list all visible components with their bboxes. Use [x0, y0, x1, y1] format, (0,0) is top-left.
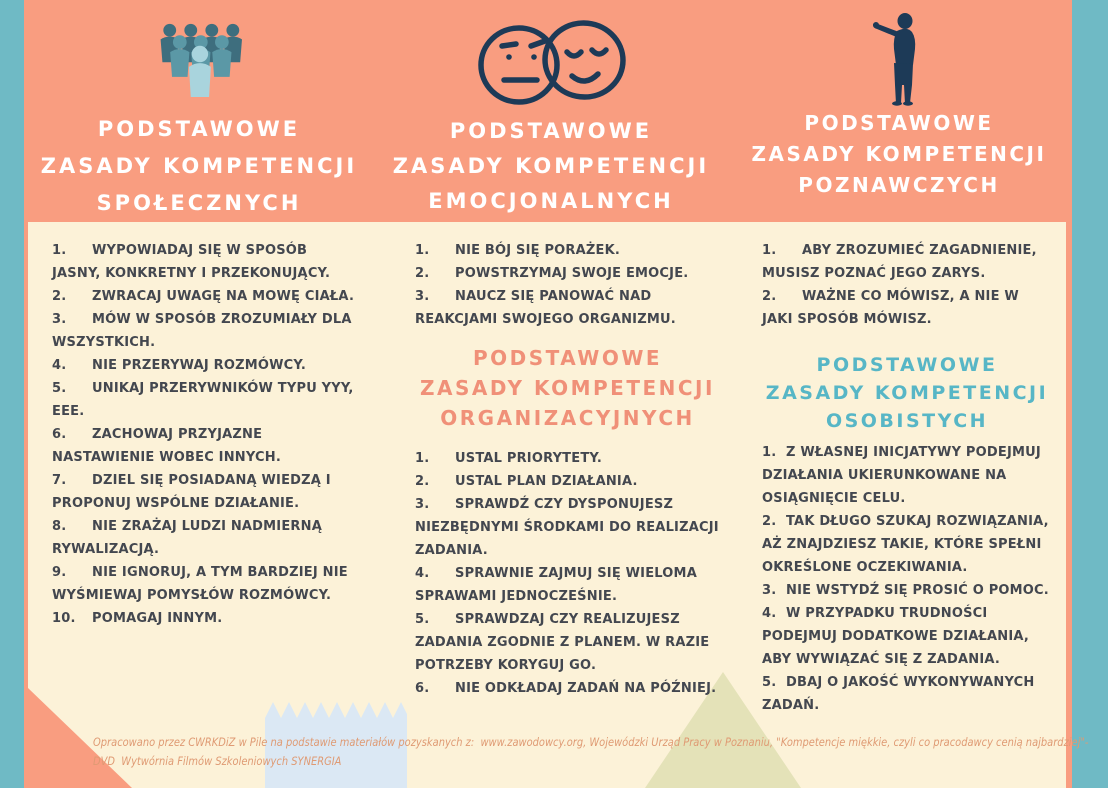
item-text: ZACHOWAJ PRZYJAZNE NASTAWIENIE WOBEC INNYCH.	[52, 427, 281, 465]
header-column-cognitive	[732, 0, 1066, 222]
list-item	[415, 239, 720, 262]
list-item	[762, 441, 1052, 510]
item-text: DBAJ O JAKOŚĆ WYKONYWANYCH ZADAŃ.	[762, 675, 1035, 713]
item-text: USTAL PLAN DZIAŁANIA.	[455, 474, 638, 489]
content-columns	[28, 222, 1089, 788]
item-text: TAK DŁUGO SZUKAJ ROZWIĄZANIA, AŻ ZNAJDZIESZ TAKIE, KTÓRE SPEŁNI OKREŚLONE OCZEKIWANIA.	[762, 514, 1049, 575]
item-number: 5.	[762, 675, 777, 690]
header-column-emotional	[370, 0, 732, 222]
item-text: Z WŁASNEJ INICJATYWY PODEJMUJ DZIAŁANIA UKIERUNKOWANE NA OSIĄGNIĘCIE CELU.	[762, 445, 1041, 506]
item-text: NIE WSTYDŹ SIĘ PROSIĆ O POMOC.	[786, 583, 1049, 598]
item-number: 9.	[52, 565, 67, 580]
emotional-title: PODSTAWOWE ZASADY KOMPETENCJI EMOCJONALNYCH	[392, 119, 710, 213]
header-column-social	[28, 0, 370, 222]
footer-line-1: Opracowano przez CWRKDiZ w Pile na podstawie materiałów pozyskanych z: www.zawodowcy.org, Wojewódzki Urząd Pracy w Poznaniu, "Kompetencje miękkie, czyli co pracodawcy cenią najbardziej"-	[93, 735, 1089, 749]
item-number: 2.	[762, 514, 777, 529]
item-number: 1.	[762, 243, 777, 258]
item-text: POMAGAJ INNYM.	[92, 611, 223, 626]
item-text: NIE ODKŁADAJ ZADAŃ NA PÓŹNIEJ.	[455, 681, 717, 696]
item-text: NIE BÓJ SIĘ PORAŻEK.	[455, 243, 621, 258]
item-text: WAŻNE CO MÓWISZ, A NIE W JAKI SPOSÓB MÓWISZ.	[762, 289, 1019, 327]
list-item	[415, 562, 720, 608]
list-item	[52, 561, 360, 607]
item-text: SPRAWDŹ CZY DYSPONUJESZ NIEZBĘDNYMI ŚRODKAMI DO REALIZACJI ZADANIA.	[415, 497, 719, 558]
footer-line-2: DVD Wytwórnia Filmów Szkoleniowych SYNERGIA	[93, 753, 342, 768]
list-item	[52, 285, 360, 308]
list-item	[52, 607, 360, 630]
list-item	[762, 239, 1052, 285]
item-number: 5.	[415, 612, 430, 627]
list-item	[762, 602, 1052, 671]
item-number: 2.	[52, 289, 67, 304]
list-item	[52, 377, 360, 423]
item-text: DZIEL SIĘ POSIADANĄ WIEDZĄ I PROPONUJ WSPÓLNE DZIAŁANIE.	[52, 473, 331, 511]
item-text: UNIKAJ PRZERYWNIKÓW TYPU YYY, EEE.	[52, 381, 354, 419]
item-number: 4.	[762, 606, 777, 621]
overlapping-faces-icon	[471, 16, 631, 108]
presenting-person-icon	[869, 12, 929, 106]
cognitive-column	[732, 222, 1066, 788]
item-text: SPRAWNIE ZAJMUJ SIĘ WIELOMA SPRAWAMI JEDNOCZEŚNIE.	[415, 566, 697, 604]
list-item	[52, 239, 360, 285]
item-text: NIE PRZERYWAJ ROZMÓWCY.	[92, 358, 307, 373]
item-number: 4.	[415, 566, 430, 581]
list-item	[762, 671, 1052, 717]
item-text: NIE IGNORUJ, A TYM BARDZIEJ NIE WYŚMIEWAJ POMYSŁÓW ROZMÓWCY.	[52, 565, 348, 603]
organizational-title: PODSTAWOWE ZASADY KOMPETENCJI ORGANIZACYJNYCH	[420, 346, 715, 430]
item-number: 6.	[415, 681, 430, 696]
item-text: ABY ZROZUMIEĆ ZAGADNIENIE, MUSISZ POZNAĆ JEGO ZARYS.	[762, 243, 1037, 281]
item-text: USTAL PRIORYTETY.	[455, 451, 603, 466]
list-item	[52, 469, 360, 515]
item-text: POWSTRZYMAJ SWOJE EMOCJE.	[455, 266, 689, 281]
list-item	[415, 447, 720, 470]
personal-rules-list	[762, 441, 1052, 717]
item-number: 8.	[52, 519, 67, 534]
list-item	[762, 510, 1052, 579]
personal-title: PODSTAWOWE ZASADY KOMPETENCJI OSOBISTYCH	[765, 354, 1049, 432]
item-number: 2.	[762, 289, 777, 304]
item-number: 2.	[415, 474, 430, 489]
list-item	[762, 579, 1052, 602]
list-item	[415, 470, 720, 493]
list-item	[415, 677, 720, 700]
item-text: ZWRACAJ UWAGĘ NA MOWĘ CIAŁA.	[92, 289, 355, 304]
item-number: 4.	[52, 358, 67, 373]
list-item	[52, 308, 360, 354]
item-number: 1.	[762, 445, 777, 460]
item-text: NAUCZ SIĘ PANOWAĆ NAD REAKCJAMI SWOJEGO ORGANIZMU.	[415, 289, 676, 327]
list-item	[415, 608, 720, 677]
list-item	[52, 354, 360, 377]
item-number: 3.	[52, 312, 67, 327]
header-band	[28, 0, 1066, 222]
cognitive-rules-list	[762, 239, 1052, 331]
item-number: 1.	[415, 243, 430, 258]
item-number: 1.	[415, 451, 430, 466]
organizational-rules-list	[415, 447, 720, 700]
social-title: PODSTAWOWE ZASADY KOMPETENCJI SPOŁECZNYCH	[40, 117, 358, 215]
item-text: NIE ZRAŻAJ LUDZI NADMIERNĄ RYWALIZACJĄ.	[52, 519, 322, 557]
item-number: 3.	[415, 497, 430, 512]
list-item	[762, 285, 1052, 331]
cognitive-title: PODSTAWOWE ZASADY KOMPETENCJI POZNAWCZYCH	[751, 111, 1047, 197]
item-text: MÓW W SPOSÓB ZROZUMIAŁY DLA WSZYSTKICH.	[52, 312, 352, 350]
social-rules-list	[52, 239, 360, 630]
list-item	[52, 515, 360, 561]
item-number: 5.	[52, 381, 67, 396]
list-item	[52, 423, 360, 469]
item-number: 1.	[52, 243, 67, 258]
item-number: 10.	[52, 611, 76, 626]
emotional-rules-list	[415, 239, 720, 331]
item-text: W PRZYPADKU TRUDNOŚCI PODEJMUJ DODATKOWE DZIAŁANIA, ABY WYWIĄZAĆ SIĘ Z ZADANIA.	[762, 606, 1030, 667]
item-text: WYPOWIADAJ SIĘ W SPOSÓB JASNY, KONKRETNY I PRZEKONUJĄCY.	[52, 243, 331, 281]
social-column	[28, 222, 370, 788]
item-number: 6.	[52, 427, 67, 442]
item-number: 2.	[415, 266, 430, 281]
list-item	[415, 285, 720, 331]
list-item	[415, 262, 720, 285]
people-group-icon	[143, 22, 255, 97]
item-text: SPRAWDZAJ CZY REALIZUJESZ ZADANIA ZGODNIE Z PLANEM. W RAZIE POTRZEBY KORYGUJ GO.	[415, 612, 710, 673]
attribution-footer	[93, 733, 1089, 770]
item-number: 3.	[415, 289, 430, 304]
list-item	[415, 493, 720, 562]
item-number: 3.	[762, 583, 777, 598]
emotional-column	[370, 222, 732, 788]
item-number: 7.	[52, 473, 67, 488]
